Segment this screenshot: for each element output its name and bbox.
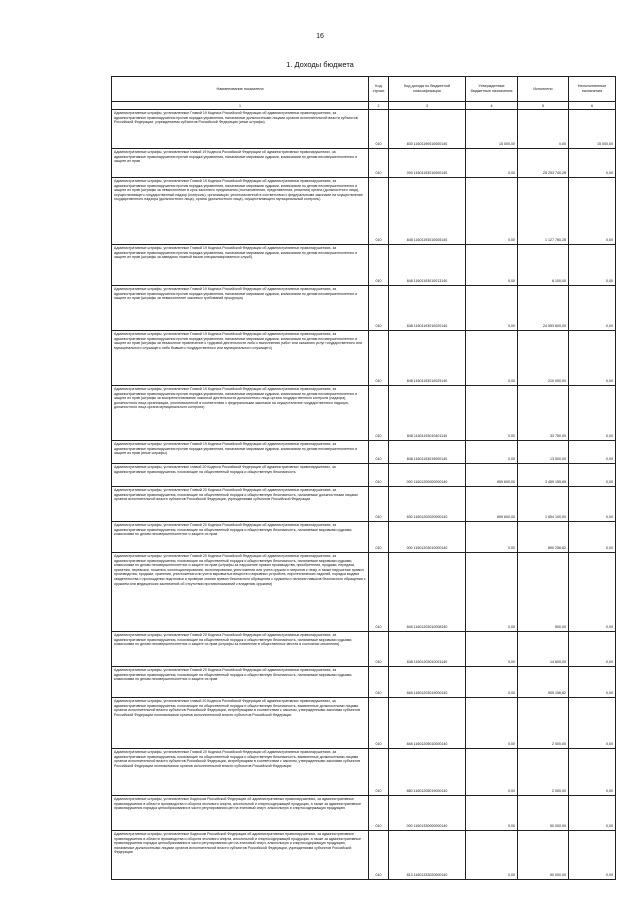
row-line-code: 010 bbox=[369, 749, 389, 796]
row-line-code: 010 bbox=[369, 632, 389, 667]
table-row bbox=[112, 386, 616, 441]
income-table bbox=[111, 76, 616, 880]
row-unexecuted: 0,00 bbox=[569, 286, 616, 331]
row-name: Административные штрафы, установленные Главой 20 Кодекса Российской Федерации об административных правонарушениях, за административные правонарушения, посягающие на общественный порядок и общественную безопасность, налагаемые мировыми судьями, комиссиями по делам несовершеннолетних и защите их прав (штрафы за появление в общественных местах в состоянии опьянения) bbox=[112, 632, 369, 667]
row-unexecuted: 0,00 bbox=[569, 796, 616, 831]
row-line-code: 010 bbox=[369, 667, 389, 698]
row-income-code: 848 11601193010020140 bbox=[389, 286, 466, 331]
table-row bbox=[112, 178, 616, 245]
row-approved: 0,00 bbox=[466, 178, 518, 245]
header-name: Наименование показателя bbox=[112, 77, 369, 102]
row-line-code: 010 bbox=[369, 487, 389, 522]
row-line-code: 010 bbox=[369, 178, 389, 245]
table-row bbox=[112, 831, 616, 880]
row-income-code: 000 11601330000000140 bbox=[389, 796, 466, 831]
row-approved: 0,00 bbox=[466, 796, 518, 831]
column-number: 6 bbox=[569, 102, 616, 110]
row-name: Административные штрафы, установленные Главой 20 Кодекса Российской Федерации об административных правонарушениях, за административные правонарушения, посягающие на общественный порядок и общественную безопасность, налагаемые мировыми судьями, комиссиями по делам несовершеннолетних и защите их прав (штрафы за нарушение правил производства, приобретения, продажи, передачи, хранения, перевозки, ношения, коллекционирования, экспонирования, уничтожения или учета оружия и патронов к нему, а также нарушение правил производства, продажи, хранения, уничтожения или учета взрывчатых веществ и взрывных устройств, пиротехнических изделий, порядка выдачи свидетельства о прохождении подготовки и проверки знания правил безопасного обращения с оружием и наличия навыков безопасного обращения с оружием или медицинских заключений об отсутствии противопоказаний к владению оружием) bbox=[112, 553, 369, 632]
row-name: Административные штрафы, установленные Главой 20 Кодекса Российской Федерации об административных правонарушениях, за административные правонарушения, посягающие на общественный порядок и общественную безопасность, выявленные должностными лицами органов исполнительной власти субъектов Российской Федерации, истребующими в соответствии с законом, утвержденными законами субъектов Российской Федерации полномочиями органов исполнительной власти субъектов Российской Федерации bbox=[112, 749, 369, 796]
row-approved: 0,00 bbox=[466, 698, 518, 749]
row-name: Административные штрафы, установленные Главой 19 Кодекса Российской Федерации об административных правонарушениях, за административные правонарушения против порядка управления, налагаемые мировыми судьями, комиссиями по делам несовершеннолетних и защите их прав (штрафы за незаконное привлечение к трудовой деятельности либо к выполнению работ или оказанию услуг государственного или муниципального служащего либо бывшего государственного или муниципального служащего) bbox=[112, 331, 369, 386]
row-executed: 13 500,00 bbox=[518, 441, 569, 464]
row-line-code: 010 bbox=[369, 149, 389, 178]
row-unexecuted: 0,00 bbox=[569, 698, 616, 749]
table-row bbox=[112, 331, 616, 386]
row-approved: 0,00 bbox=[466, 331, 518, 386]
row-unexecuted: 0,00 bbox=[569, 667, 616, 698]
table-row bbox=[112, 487, 616, 522]
row-approved: 0,00 bbox=[466, 632, 518, 667]
row-income-code: 000 11601200000000140 bbox=[389, 464, 466, 487]
row-name: Административные штрафы, установленные Главой 19 Кодекса Российской Федерации об административных правонарушениях, за административные правонарушения против порядка управления, налагаемые мировыми судьями, комиссиями по делам несовершеннолетних и защите их прав (иные штрафы) bbox=[112, 441, 369, 464]
row-approved: 0,00 bbox=[466, 749, 518, 796]
row-line-code: 010 bbox=[369, 331, 389, 386]
row-line-code: 010 bbox=[369, 110, 389, 149]
row-income-code: 848 11601193010401140 bbox=[389, 386, 466, 441]
row-unexecuted: 0,00 bbox=[569, 149, 616, 178]
row-income-code: 830 11601202020000140 bbox=[389, 487, 466, 522]
row-approved: 0,00 bbox=[466, 667, 518, 698]
row-line-code: 010 bbox=[369, 831, 389, 880]
row-unexecuted: 0,00 bbox=[569, 487, 616, 522]
row-unexecuted: 0,00 bbox=[569, 386, 616, 441]
column-number: 5 bbox=[518, 102, 569, 110]
row-line-code: 010 bbox=[369, 698, 389, 749]
row-name: Административные штрафы, установленные главой 20 Кодекса Российской Федерации об административных правонарушениях, за административные правонарушения, посягающие на общественный порядок и общественную безопасность bbox=[112, 464, 369, 487]
row-approved: 0,00 bbox=[466, 441, 518, 464]
column-number: 3 bbox=[389, 102, 466, 110]
row-name: Административные штрафы, установленные Главой 19 Кодекса Российской Федерации об административных правонарушениях, за административные правонарушения против порядка управления, налагаемые должностными лицами органов исполнительной власти субъектов Российской Федерации, учреждениями субъектов Российской Федерации (иные штрафы) bbox=[112, 110, 369, 149]
row-unexecuted: 0,00 bbox=[569, 464, 616, 487]
row-executed: 1 127 760,28 bbox=[518, 178, 569, 245]
row-income-code: 848 11601193019000140 bbox=[389, 441, 466, 464]
row-executed: 210 000,00 bbox=[518, 331, 569, 386]
row-income-code: 848 11601193010013140 bbox=[389, 245, 466, 286]
row-line-code: 010 bbox=[369, 245, 389, 286]
row-line-code: 010 bbox=[369, 441, 389, 464]
page-number: 16 bbox=[316, 33, 324, 40]
row-unexecuted: 0,00 bbox=[569, 178, 616, 245]
row-name: Административные штрафы, установленные Главой 19 Кодекса Российской Федерации об административных правонарушениях, за административные правонарушения против порядка управления, налагаемые мировыми судьями, комиссиями по делам несовершеннолетних и защите их прав (штрафы за заведомо ложный вызов специализированных служб) bbox=[112, 245, 369, 286]
row-income-code: 848 11601203019000140 bbox=[389, 667, 466, 698]
header-unexecuted: Неисполненные назначения bbox=[569, 77, 616, 102]
row-approved: 0,00 bbox=[466, 831, 518, 880]
row-approved: 0,00 bbox=[466, 386, 518, 441]
row-executed: 1 654 100,00 bbox=[518, 487, 569, 522]
row-unexecuted: 0,00 bbox=[569, 245, 616, 286]
row-unexecuted: 15 000,00 bbox=[569, 110, 616, 149]
row-executed: 905 156,82 bbox=[518, 667, 569, 698]
row-unexecuted: 0,00 bbox=[569, 331, 616, 386]
row-unexecuted: 0,00 bbox=[569, 522, 616, 553]
row-executed: 500,00 bbox=[518, 553, 569, 632]
column-number: 2 bbox=[369, 102, 389, 110]
row-unexecuted: 0,00 bbox=[569, 441, 616, 464]
column-number: 1 bbox=[112, 102, 369, 110]
row-executed: 2 000,00 bbox=[518, 749, 569, 796]
table-row bbox=[112, 667, 616, 698]
row-unexecuted: 0,00 bbox=[569, 553, 616, 632]
row-executed: 14 600,00 bbox=[518, 632, 569, 667]
row-name: Административные штрафы, установленные Главой 19 Кодекса Российской Федерации об административных правонарушениях, за административные правонарушения против порядка управления, налагаемые мировыми судьями, комиссиями по делам несовершеннолетних и защите их прав (штрафы за воспрепятствование законной деятельности должностного лица органа государственного контроля (надзора), должностного лица организации, уполномоченной в соответствии с федеральными законами на осуществление государственного надзора, должностного лица органа муниципального контроля) bbox=[112, 386, 369, 441]
row-income-code: 848 11601203010008140 bbox=[389, 553, 466, 632]
row-name: Административные штрафы, установленные Кодексом Российской Федерации об административных правонарушениях, за административные правонарушения в области производства и оборота этилового спирта, алкогольной и спиртосодержащей продукции, а также за административные правонарушения порядка ценообразования в части регулирования цен на этиловый спирт, алкогольную и спиртосодержащую продукцию, налагаемые должностными лицами органов исполнительной власти субъектов Российской Федерации, учреждениями субъектов Российской Федерации bbox=[112, 831, 369, 880]
row-income-code: 880 11601205019000140 bbox=[389, 749, 466, 796]
document-title: 1. Доходы бюджета bbox=[286, 60, 354, 69]
row-unexecuted: 0,00 bbox=[569, 749, 616, 796]
row-executed: 50 000,00 bbox=[518, 831, 569, 880]
table-row bbox=[112, 464, 616, 487]
row-executed: 6 100,00 bbox=[518, 245, 569, 286]
table-row bbox=[112, 553, 616, 632]
row-approved: 0,00 bbox=[466, 245, 518, 286]
header-approved: Утвержденные бюджетные назначения bbox=[466, 77, 518, 102]
row-line-code: 010 bbox=[369, 553, 389, 632]
row-income-code: 830 11601190010000140 bbox=[389, 110, 466, 149]
row-name: Административные штрафы, установленные Главой 20 Кодекса Российской Федерации об административных правонарушениях, за административные правонарушения, посягающие на общественный порядок и общественную безопасность, налагаемые мировыми судьями, комиссиями по делам несовершеннолетних и защите их прав bbox=[112, 667, 369, 698]
row-income-code: 848 11601203010021140 bbox=[389, 632, 466, 667]
table-row bbox=[112, 698, 616, 749]
table-row bbox=[112, 286, 616, 331]
row-line-code: 010 bbox=[369, 522, 389, 553]
header-executed: Исполнено bbox=[518, 77, 569, 102]
table-row bbox=[112, 110, 616, 149]
row-income-code: 000 11601193010000140 bbox=[389, 149, 466, 178]
row-executed: 33 750,00 bbox=[518, 386, 569, 441]
header-row bbox=[112, 77, 616, 102]
row-executed: 24 553 600,00 bbox=[518, 286, 569, 331]
row-name: Административные штрафы, установленные Главой 20 Кодекса Российской Федерации об административных правонарушениях, за административные правонарушения, посягающие на общественный порядок и общественную безопасность, налагаемые должностными лицами органов исполнительной власти субъектов Российской Федерации, учреждениями субъектов Российской Федерации bbox=[112, 487, 369, 522]
row-executed: 0,00 bbox=[518, 110, 569, 149]
row-executed: 2 000,00 bbox=[518, 698, 569, 749]
row-line-code: 010 bbox=[369, 796, 389, 831]
header-income-code: Код дохода по бюджетной классификации bbox=[389, 77, 466, 102]
table-row bbox=[112, 632, 616, 667]
row-income-code: 848 11601193010005140 bbox=[389, 178, 466, 245]
table-row bbox=[112, 522, 616, 553]
row-name: Административные штрафы, установленные Главой 20 Кодекса Российской Федерации об административных правонарушениях, за административные правонарушения, посягающие на общественный порядок и общественную безопасность, налагаемые мировыми судьями, комиссиями по делам несовершеннолетних и защите их прав bbox=[112, 522, 369, 553]
row-income-code: 000 11601203010000140 bbox=[389, 522, 466, 553]
row-name: Административные штрафы, установленные главой 20 Кодекса Российской Федерации об административных правонарушениях, за административные правонарушения, посягающие на общественный порядок и общественную безопасность, выявленные должностными лицами органов исполнительной власти субъектов Российской Федерации, истребующими в соответствии с законом, утвержденными законами субъектов Российской Федерации полномочиями органов исполнительной власти субъектов Российской Федерации bbox=[112, 698, 369, 749]
row-name: Административные штрафы, установленные Главой 19 Кодекса Российской Федерации об административных правонарушениях, за административные правонарушения против порядка управления, налагаемые мировыми судьями, комиссиями по делам несовершеннолетних и защите их прав (штрафы за невыполнение в срок законного предписания (постановления, представления, решения) органа (должностного лица), осуществляющего государственный надзор (контроль), организации, уполномоченной в соответствии с федеральными законами на осуществление государственного надзора (должностного лица), органа (должностного лица), осуществляющего муниципальный контроль) bbox=[112, 178, 369, 245]
row-line-code: 010 bbox=[369, 286, 389, 331]
row-approved: 659 600,00 bbox=[466, 487, 518, 522]
row-name: Административные штрафы, установленные Главой 19 Кодекса Российской Федерации об административных правонарушениях, за административные правонарушения против порядка управления, налагаемые мировыми судьями, комиссиями по делам несовершеннолетних и защите их прав (штрафы за невыполнение законных требований прокурора) bbox=[112, 286, 369, 331]
row-executed: 3 459 155,69 bbox=[518, 464, 569, 487]
row-executed: 890 256,82 bbox=[518, 522, 569, 553]
table-row bbox=[112, 796, 616, 831]
row-executed: 25 253 740,28 bbox=[518, 149, 569, 178]
row-line-code: 010 bbox=[369, 386, 389, 441]
row-approved: 15 000,00 bbox=[466, 110, 518, 149]
row-income-code: 813 11601333020000140 bbox=[389, 831, 466, 880]
table-row bbox=[112, 245, 616, 286]
column-number-row bbox=[112, 102, 616, 110]
row-approved: 0,00 bbox=[466, 522, 518, 553]
header-line-code: Код строки bbox=[369, 77, 389, 102]
row-executed: 50 000,00 bbox=[518, 796, 569, 831]
row-name: Административные штрафы, установленные Кодексом Российской Федерации об административных правонарушениях, за административные правонарушения в области производства и оборота этилового спирта, алкогольной и спиртосодержащей продукции, а также за административные правонарушения порядка ценообразования в части регулирования цен на этиловый спирт, алкогольную и спиртосодержащую продукцию bbox=[112, 796, 369, 831]
row-unexecuted: 0,00 bbox=[569, 831, 616, 880]
table-row bbox=[112, 149, 616, 178]
row-unexecuted: 0,00 bbox=[569, 632, 616, 667]
row-approved: 659 600,00 bbox=[466, 464, 518, 487]
row-name: Административные штрафы, установленные главой 19 Кодекса Российской Федерации об административных правонарушениях, за административные правонарушения против порядка управления, налагаемые мировыми судьями, комиссиями по делам несовершеннолетних и защите их прав bbox=[112, 149, 369, 178]
row-income-code: 848 11601205010000140 bbox=[389, 698, 466, 749]
row-approved: 0,00 bbox=[466, 149, 518, 178]
row-approved: 0,00 bbox=[466, 553, 518, 632]
column-number: 4 bbox=[466, 102, 518, 110]
row-income-code: 848 11601193010029140 bbox=[389, 331, 466, 386]
table-row bbox=[112, 441, 616, 464]
row-approved: 0,00 bbox=[466, 286, 518, 331]
table-row bbox=[112, 749, 616, 796]
row-line-code: 010 bbox=[369, 464, 389, 487]
